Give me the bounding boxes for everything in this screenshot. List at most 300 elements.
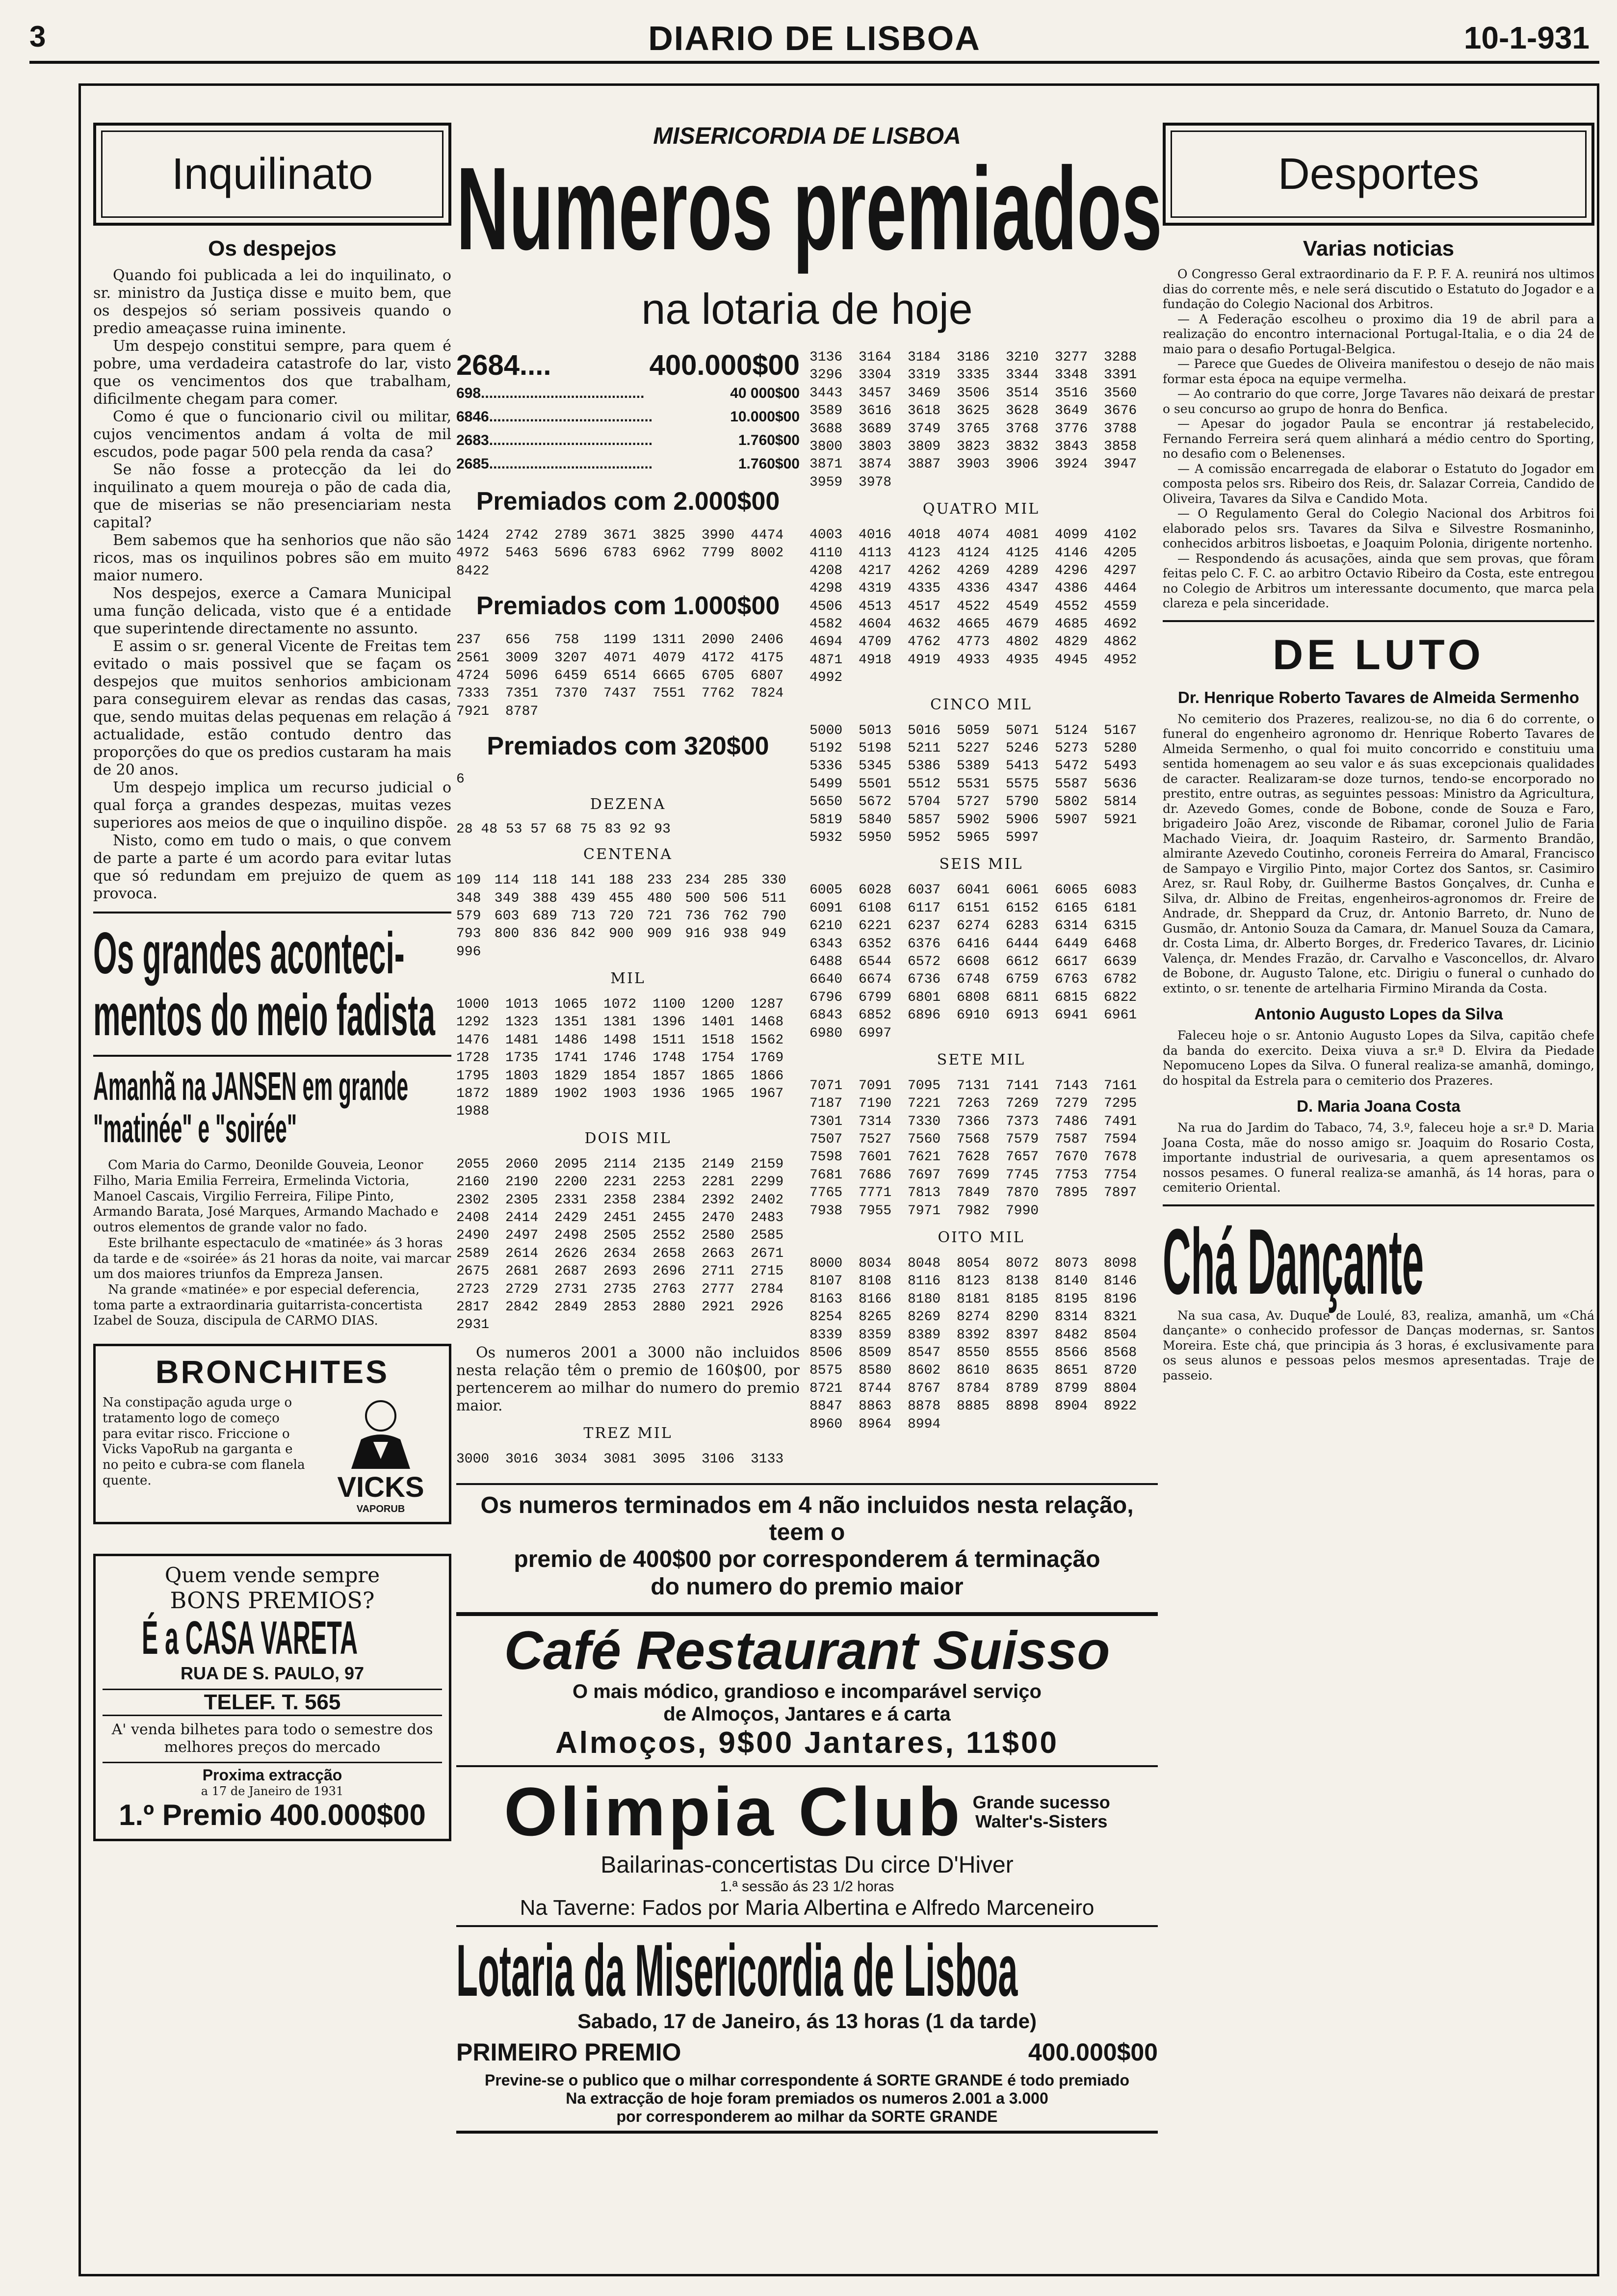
prize-number: 7699 <box>957 1167 990 1183</box>
paragraph: — A Federação escolheu o proximo dia 19 de abril para a realização do encontro internacional Portugal-Italia, e o dia 24 de maio para o desafio Portugal-Belgica. <box>1163 312 1594 356</box>
prize-number: 5211 <box>908 741 941 757</box>
obituary-name: Dr. Henrique Roberto Tavares de Almeida Sermenho <box>1178 688 1579 706</box>
prize-number: 2693 <box>603 1264 637 1279</box>
prize-number: 713 <box>571 908 596 924</box>
prize-number: 7895 <box>1055 1185 1088 1201</box>
prize-number: 8804 <box>1104 1381 1137 1396</box>
prize-number: 6639 <box>1104 954 1137 969</box>
prize-number: 2763 <box>652 1281 686 1297</box>
prize-row: 6846........................................ 10.000$00 <box>456 409 800 425</box>
prize-number: 4319 <box>859 581 892 597</box>
prize-number: 4123 <box>908 545 941 561</box>
prize-number: 5000 <box>809 723 843 738</box>
obituary-text: Na rua do Jardim do Tabaco, 74, 3.º, faleceu hoje a sr.ª D. Maria Joana Costa, mãe do nosso amigo sr. Joaquim do Rosario Costa, importante industrial de ourivesaria, a quem apresentamos os nossos pesames. O funeral realiza-se amanhã, ás 14 horas, para o cemiterio Oriental. <box>1163 1121 1594 1195</box>
prize-number: 3843 <box>1055 439 1088 454</box>
prize-number: 2055 <box>456 1156 490 1172</box>
prize-number: 4205 <box>1104 545 1137 561</box>
prize-number: 8789 <box>1006 1381 1039 1396</box>
bronchites-text: Na constipação aguda urge o tratamento logo de começo para evitar risco. Friccione o Vicks VapoRub na garganta e no peito e cubra-se com flanela quente. <box>103 1395 305 1488</box>
prize-number: 6808 <box>957 990 990 1005</box>
prize-number: 1396 <box>652 1015 686 1030</box>
prize-number: 2626 <box>554 1246 588 1261</box>
prize-number: 1518 <box>702 1032 735 1048</box>
paragraph: — O Regulamento Geral do Colegio Nacional dos Arbitros foi elaborado pelos srs. Tavares da Silva e Silvestre Rosmaninho, conhecidos arbitros lisboetas, e Joaquim Polonia, dirigente nortenho. <box>1163 506 1594 550</box>
prize-number: 5906 <box>1006 812 1039 828</box>
prize-number: 7982 <box>957 1203 990 1219</box>
prize-number: 8847 <box>809 1399 843 1414</box>
prizes-column-a: 2684.... 400.000$00 698........................................ 40 000$00 6846........................................ 10.000$00 2683........................................ 1.760$00 2685........................................ 1.760$00 Premiados com 2.000$00 1424 2742 2789 3671 3825 3990 4474 4972 5463 5696 6783 6962 7799 8002 8422 Premiados com 1.000$00 237 656 758 1199 1311 2090 2406 2561 3009 3207 4071 4079 4172 4175 4724 5096 6459 6514 6665 6705 6807 7333 7351 7370 7437 7551 7762 7824 7921 8787 Premiados com 320$00 6 DEZENA 28 48 53 57 68 75 83 92 93 CENTENA 109 114 118 141 188 233 234 285 330 348 349 388 439 455 480 500 506 511 579 603 689 713 720 721 736 762 790 793 800 836 842 900 909 916 938 949 996 MIL 1000 1013 1065 1072 1100 1200 1287 1292 1323 1351 1381 1396 1401 1468 1476 1481 1486 1498 1511 1518 1562 1728 1735 1741 1746 1748 1754 1769 1795 1803 1829 1854 1857 1865 1866 1872 1889 1902 1903 1936 1965 1967 1988 DOIS MIL 2055 2060 2095 2114 2135 2149 2159 2160 2190 2200 2231 2253 2281 2299 2302 2305 2331 2358 2384 2392 2402 2408 2414 2429 2451 2455 2470 2483 2490 2497 2498 2505 2552 2580 2585 2589 2614 2626 2634 2658 2663 2671 2675 2681 2687 2693 2696 2711 2715 2723 2729 2731 2735 2763 2777 2784 2817 2842 2849 2853 2880 2921 2926 2931 Os numeros 2001 a 3000 não incluidos nesta relação têm o premio de 160$00, por pertencerem ao milhar do numero do premio maior. TREZ MIL 3000 3016 3034 3081 3095 3106 3133 <box>456 349 800 1468</box>
prize-number: 2281 <box>702 1174 735 1190</box>
prize-number: 2114 <box>603 1156 637 1172</box>
prize-number: 118 <box>532 873 557 888</box>
prize-number: 6782 <box>1104 972 1137 988</box>
prize-number: 6314 <box>1055 918 1088 934</box>
prize-number: 1902 <box>554 1086 588 1102</box>
prize-number: 2402 <box>751 1192 784 1208</box>
prize-number: 8389 <box>908 1327 941 1343</box>
paragraph: Quando foi publicada a lei do inquilinato, o sr. ministro da Justiça disse e muito bem, que os despejos só seriam possiveis quando o predio ameaçasse ruina iminente. <box>93 267 451 337</box>
prize-list <box>456 631 800 721</box>
prize-number: 3095 <box>652 1451 686 1467</box>
prize-number: 8547 <box>908 1345 941 1360</box>
prize-number: 5413 <box>1006 758 1039 774</box>
prize-number: 4175 <box>751 650 784 666</box>
prize-number: 7762 <box>702 686 735 702</box>
prize-number: 5246 <box>1006 741 1039 757</box>
prize-number: 3348 <box>1055 367 1088 383</box>
prize-number: 5192 <box>809 741 843 757</box>
prize-number: 5636 <box>1104 776 1137 792</box>
prize-number: 1865 <box>702 1068 735 1084</box>
prize-number: 8721 <box>809 1381 843 1396</box>
prize-number: 8964 <box>859 1416 892 1432</box>
prize-number: 8422 <box>456 563 490 579</box>
prize-number: 2789 <box>554 528 588 543</box>
prize-number: 7594 <box>1104 1132 1137 1148</box>
prize-number: 3457 <box>859 385 892 401</box>
prize-number: 6801 <box>908 990 941 1005</box>
prize-number: 7095 <box>908 1078 941 1094</box>
prize-number: 2853 <box>603 1299 637 1315</box>
prize-number: 5227 <box>957 741 990 757</box>
prize-number: 7370 <box>554 686 588 702</box>
prize-number: 349 <box>494 890 520 906</box>
bronchites-title: BRONCHITES <box>155 1354 390 1390</box>
prize-number: 109 <box>456 873 481 888</box>
mil-list <box>456 996 800 1121</box>
prize-number: 6759 <box>1006 972 1039 988</box>
prize-number: 7587 <box>1055 1132 1088 1148</box>
prize-number: 4918 <box>859 652 892 668</box>
fado-body: Este brilhante espectaculo de «matinée» ás 3 horas da tarde e de «soirée» ás 21 horas da noite, vai marcar um dos maiores triunfos da Empreza Jansen. <box>93 1235 451 1282</box>
prize-number: 1468 <box>751 1015 784 1030</box>
right-column <box>1163 93 1594 1383</box>
prize-number: 2470 <box>702 1210 735 1226</box>
prize-number: 5965 <box>957 830 990 845</box>
prize-number: 4604 <box>859 617 892 632</box>
prize-number: 6941 <box>1055 1008 1088 1023</box>
prize-number: 7813 <box>908 1185 941 1201</box>
prize-number: 3749 <box>908 421 941 437</box>
prize-number: 8550 <box>957 1345 990 1360</box>
prize-number: 3514 <box>1006 385 1039 401</box>
prize-number: 4298 <box>809 581 843 597</box>
prize-number: 3335 <box>957 367 990 383</box>
prize-number: 8181 <box>957 1291 990 1307</box>
prize-number: 3589 <box>809 403 843 419</box>
prize-number: 5790 <box>1006 794 1039 810</box>
prize-number: 4829 <box>1055 634 1088 650</box>
prize-number: 1748 <box>652 1050 686 1066</box>
prize-number: 2784 <box>751 1281 784 1297</box>
tres-mil-list <box>456 1451 800 1468</box>
prize-number: 8163 <box>809 1291 843 1307</box>
prize-number: 5727 <box>957 794 990 810</box>
dezena-list: 28 48 53 57 68 75 83 92 93 <box>456 822 671 837</box>
prize-number: 3560 <box>1104 385 1137 401</box>
de-luto-heading: DE LUTO <box>1273 631 1485 678</box>
prize-number: 4464 <box>1104 581 1137 597</box>
thousand-note: Os numeros 2001 a 3000 não incluidos nesta relação têm o premio de 160$00, por pertencerem ao milhar do numero do premio maior. <box>456 1344 800 1414</box>
prize-number: 8254 <box>809 1309 843 1325</box>
prize-number: 506 <box>723 890 748 906</box>
prize-number: 6037 <box>908 883 941 898</box>
prize-number: 7366 <box>957 1114 990 1129</box>
prize-number: 6796 <box>809 990 843 1005</box>
prize-number: 3304 <box>859 367 892 383</box>
obituary-name: Antonio Augusto Lopes da Silva <box>1254 1005 1503 1023</box>
prize-number: 8651 <box>1055 1363 1088 1379</box>
prize-number: 579 <box>456 908 481 924</box>
paragraph: Nos despejos, exerce a Camara Municipal uma função delicada, visto que é a entidade que superintende directamente no assunto. <box>93 585 451 637</box>
prize-number: 4071 <box>603 650 637 666</box>
prize-number: 2663 <box>702 1246 735 1261</box>
prize-number: 6210 <box>809 918 843 934</box>
prize-number: 3443 <box>809 385 843 401</box>
prize-number: 4919 <box>908 652 941 668</box>
prize-number: 7799 <box>702 546 735 561</box>
prize-number: 6843 <box>809 1008 843 1023</box>
prize-number: 8744 <box>859 1381 892 1396</box>
prize-number: 6117 <box>908 900 941 916</box>
prize-number: 6315 <box>1104 918 1137 934</box>
main-headline: Numeros premiados <box>456 143 1162 274</box>
prize-number: 996 <box>456 944 481 960</box>
prize-number: 5016 <box>908 723 941 738</box>
prize-number: 5071 <box>1006 723 1039 738</box>
prize-number: 2200 <box>554 1174 588 1190</box>
prize-number: 5704 <box>908 794 941 810</box>
prize-number: 2723 <box>456 1281 490 1297</box>
prize-number: 8784 <box>957 1381 990 1396</box>
prize-number: 5857 <box>908 812 941 828</box>
prize-number: 6343 <box>809 936 843 952</box>
prize-number: 2231 <box>603 1174 637 1190</box>
prize-number: 6822 <box>1104 990 1137 1005</box>
prize-number: 916 <box>685 926 710 942</box>
obituary-text: No cemiterio dos Prazeres, realizou-se, no dia 6 do corrente, o funeral do engenheiro agronomo dr. Henrique Roberto Tavares de Almeida Sermenho, o qual foi muito concorrido e constituiu uma sentida homenagem ao seu valor e ás suas excepcionais qualidades de caracter. Realizaram-se doze turnos, tendo-se encorporado no prestito, entre outras, as seguintes pessoas: Ministro da Agricultura, dr. Azevedo Gomes, conde de Bobone, conde de Souza e Faro, brigadeiro João Arez, visconde de Ribamar, coronel Julio de Faria Machado Vieira, dr. Joaquim Rasteiro, dr. Sarmento Brandão, almirante Azevedo Coutinho, coroneis Ferreira do Amaral, Francisco de Sampayo e Virgilio Pinto, major Cortez dos Santos, sr. Casimiro Arez, sr. Raul Roby, dr. Guilherme Bastos Gonçalves, dr. Cunha e Silva, dr. Albino de Freitas, engenheiros-agronomos dr. Freire de Andrade, dr. Sheppard da Cruz, dr. Antonio Barreto, dr. Nuno de Gusmão, dr. Antonio Souza da Camara, dr. Manuel Souza da Camara, dr. Costa Lima, dr. Alberto Borges, dr. Frederico Tavares, dr. Licinio Valença, dr. Mendes Frazão, dr. Carvalho e Vasconcellos, dr. Alvaro de Bobone, dr. Augusto Talone, etc. Dirigiu o funeral o cunhado do extinto, o sr. tenente de artelharia Firmino Miranda da Costa. <box>1163 711 1594 995</box>
prize-number: 8555 <box>1006 1345 1039 1360</box>
prize-number: 5696 <box>554 546 588 561</box>
prize-number: 6665 <box>652 668 686 683</box>
prize-number: 8568 <box>1104 1345 1137 1360</box>
prize-number: 4289 <box>1006 563 1039 578</box>
prize-number: 7221 <box>908 1096 941 1112</box>
prize-number: 1311 <box>652 632 686 648</box>
prize-number: 8767 <box>908 1381 941 1396</box>
prize-number: 3009 <box>505 650 539 666</box>
prize-number: 8108 <box>859 1274 892 1289</box>
prize-number: 5499 <box>809 776 843 792</box>
prize-number: 8123 <box>957 1274 990 1289</box>
paragraph: — Ao contrario do que corre, Jorge Tavares não deixará de prestar o seu concurso ao grupo de honra do Benfica. <box>1163 387 1594 416</box>
prize-number: 2392 <box>702 1192 735 1208</box>
prize-number: 6815 <box>1055 990 1088 1005</box>
prize-number: 4102 <box>1104 527 1137 543</box>
prize-number: 7301 <box>809 1114 843 1129</box>
prize-number: 836 <box>532 926 557 942</box>
prize-number: 3903 <box>957 457 990 472</box>
prize-number: 6608 <box>957 954 990 969</box>
prize-number: 5997 <box>1006 830 1039 845</box>
prize-number: 4146 <box>1055 545 1088 561</box>
prize-number: 7849 <box>957 1185 990 1201</box>
prize-number: 4474 <box>751 528 784 543</box>
prize-number: 6449 <box>1055 936 1088 952</box>
prize-number: 7190 <box>859 1096 892 1112</box>
prize-number: 7560 <box>908 1132 941 1148</box>
prize-number: 1013 <box>505 997 539 1013</box>
prize-number: 2490 <box>456 1228 490 1244</box>
prize-number: 5124 <box>1055 723 1088 738</box>
prize-number: 3618 <box>908 403 941 419</box>
prize-number: 3874 <box>859 457 892 472</box>
prize-number: 5950 <box>859 830 892 845</box>
prize-number: 5907 <box>1055 812 1088 828</box>
newspaper-name: DIARIO DE LISBOA <box>648 19 981 57</box>
prize-number: 1735 <box>505 1050 539 1066</box>
prize-number: 7657 <box>1006 1149 1039 1165</box>
prize-number: 4016 <box>859 527 892 543</box>
prize-number: 2589 <box>456 1246 490 1261</box>
prize-number: 7351 <box>505 686 539 702</box>
prize-number: 8506 <box>809 1345 843 1360</box>
prize-number: 3319 <box>908 367 941 383</box>
prize-number: 3034 <box>554 1451 588 1467</box>
prize-number: 1351 <box>554 1015 588 1030</box>
prize-number: 1287 <box>751 997 784 1013</box>
prize-number: 1803 <box>505 1068 539 1084</box>
prize-number: 4679 <box>1006 617 1039 632</box>
prize-number: 6005 <box>809 883 843 898</box>
prize-number: 7771 <box>859 1185 892 1201</box>
prize-number: 2384 <box>652 1192 686 1208</box>
prize-number: 1936 <box>652 1086 686 1102</box>
prize-number: 237 <box>456 632 481 648</box>
prize-number: 842 <box>571 926 596 942</box>
prize-number: 4018 <box>908 527 941 543</box>
prize-number: 3978 <box>859 474 892 490</box>
prize-number: 5921 <box>1104 812 1137 828</box>
prize-number: 8566 <box>1055 1345 1088 1360</box>
prize-number: 2406 <box>751 632 784 648</box>
prize-number: 3628 <box>1006 403 1039 419</box>
casa-vareta-ad: Quem vende sempre BONS PREMIOS? É a CASA VARETA RUA DE S. PAULO, 97 TELEF. T. 565 A' venda bilhetes para todo o semestre dos melhores preços do mercado Proxima extracção a 17 de Janeiro de 1931 1.º Premio 400.000$00 <box>93 1554 451 1841</box>
prize-number: 8314 <box>1055 1309 1088 1325</box>
prize-number: 3858 <box>1104 439 1137 454</box>
prize-number: 4549 <box>1006 599 1039 614</box>
paragraph: — A comissão encarregada de elaborar o Estatuto do Jogador em composta pelos srs. Ribeiro dos Reis, dr. Salazar Correia, Candido de Oliveira, Tavares da Silva e Candido Mota. <box>1163 461 1595 506</box>
prize-number: 793 <box>456 926 481 942</box>
prize-number: 3825 <box>652 528 686 543</box>
prize-number: 3136 <box>809 350 843 365</box>
vicks-logo: VICKS VAPORUB <box>319 1395 442 1515</box>
prize-number: 6763 <box>1055 972 1088 988</box>
prize-number: 4208 <box>809 563 843 578</box>
prize-number: 2842 <box>505 1299 539 1315</box>
prize-number: 4513 <box>859 599 892 614</box>
prize-number: 1967 <box>751 1086 784 1102</box>
prize-number: 7745 <box>1006 1167 1039 1183</box>
prize-number: 7765 <box>809 1185 843 1201</box>
paragraph: Um despejo constitui sempre, para quem é pobre, uma verdadeira catastrofe do lar, visto que os vencimentos dos que trabalham, dificilmente chegam para comer. <box>93 338 451 408</box>
prize-number: 938 <box>723 926 748 942</box>
misericordia-title: MISERICORDIA DE LISBOA <box>653 123 961 149</box>
prize-number: 3871 <box>809 457 843 472</box>
prize-number: 4802 <box>1006 634 1039 650</box>
prize-number: 4110 <box>809 545 843 561</box>
prize-number: 6468 <box>1104 936 1137 952</box>
prize-number: 6221 <box>859 918 892 934</box>
prize-number: 4952 <box>1104 652 1137 668</box>
prize-number: 3016 <box>505 1451 539 1467</box>
prize-number: 8116 <box>908 1274 941 1289</box>
prize-number: 4335 <box>908 581 941 597</box>
prize-number: 3947 <box>1104 457 1137 472</box>
prize-number: 909 <box>647 926 672 942</box>
prize-number: 7486 <box>1055 1114 1088 1129</box>
prize-number: 4862 <box>1104 634 1137 650</box>
prize-number: 8898 <box>1006 1399 1039 1414</box>
prize-number: 8146 <box>1104 1274 1137 1289</box>
prize-number: 8885 <box>957 1399 990 1414</box>
prize-number: 4081 <box>1006 527 1039 543</box>
prize-number: 1200 <box>702 997 735 1013</box>
prize-number: 5512 <box>908 776 941 792</box>
prize-number: 8073 <box>1055 1256 1088 1272</box>
prize-number: 7131 <box>957 1078 990 1094</box>
prize-number: 6352 <box>859 936 892 952</box>
prize-number: 7491 <box>1104 1114 1137 1129</box>
prize-number: 1065 <box>554 997 588 1013</box>
prize-number: 285 <box>723 873 748 888</box>
prize-number: 4125 <box>1006 545 1039 561</box>
prize-number: 2135 <box>652 1156 686 1172</box>
prize-number: 6980 <box>809 1025 843 1041</box>
prize-number: 1857 <box>652 1068 686 1084</box>
prize-number: 1795 <box>456 1068 490 1084</box>
prize-number: 8339 <box>809 1327 843 1343</box>
prize-heading: Premiados com 1.000$00 <box>476 592 780 621</box>
prize-number: 2552 <box>652 1228 686 1244</box>
prize-number: 5932 <box>809 830 843 845</box>
prize-number: 6514 <box>603 668 637 683</box>
page-number: 3 <box>29 20 46 53</box>
prize-number: 2731 <box>554 1281 588 1297</box>
prize-number: 7161 <box>1104 1078 1137 1094</box>
prize-number: 8863 <box>859 1399 892 1414</box>
prize-number: 3887 <box>908 457 941 472</box>
prize-number: 7990 <box>1006 1203 1039 1219</box>
obituary-text: Faleceu hoje o sr. Antonio Augusto Lopes da Silva, capitão chefe da banda do exercito. Deixa viuva a sr.ª D. Elvira da Piedade Nepomuceno Lopes da Silva. O funeral realiza-se amanhã, domingo, do hospital da Estrela para o cemiterio dos Prazeres. <box>1163 1028 1594 1088</box>
prize-number: 8635 <box>1006 1363 1039 1379</box>
prize-number: 5386 <box>908 758 941 774</box>
prize-number: 762 <box>723 908 748 924</box>
prize-number: 8054 <box>957 1256 990 1272</box>
prize-number: 6807 <box>751 668 784 683</box>
prize-number: 4945 <box>1055 652 1088 668</box>
prize-number: 8000 <box>809 1256 843 1272</box>
bronchites-ad <box>93 1344 451 1524</box>
prize-number: 3106 <box>702 1451 735 1467</box>
prize-number: 2817 <box>456 1299 490 1315</box>
prize-number: 2505 <box>603 1228 637 1244</box>
prize-number: 8185 <box>1006 1291 1039 1307</box>
prize-row: 698........................................ 40 000$00 <box>456 385 800 401</box>
prize-number: 8960 <box>809 1416 843 1432</box>
prize-number: 3296 <box>809 367 843 383</box>
prize-number: 330 <box>761 873 786 888</box>
inquilinato-header: Inquilinato <box>93 123 451 226</box>
prize-number: 2090 <box>702 632 735 648</box>
prize-number: 6181 <box>1104 900 1137 916</box>
paragraph: Nisto, como em tudo o mais, o que convem de parte a parte é um acordo para evitar lutas que só redundam em prejuizo de quem as provoca. <box>93 832 451 902</box>
prize-number: 5531 <box>957 776 990 792</box>
prize-number: 689 <box>532 908 557 924</box>
prize-number: 7568 <box>957 1132 990 1148</box>
prize-number: 4517 <box>908 599 941 614</box>
prize-number: 2497 <box>505 1228 539 1244</box>
prize-number: 6274 <box>957 918 990 934</box>
prize-number: 1562 <box>751 1032 784 1048</box>
prize-number: 6962 <box>652 546 686 561</box>
fado-subhead: Amanhã na JANSEN em grande <box>93 1064 409 1109</box>
prize-number: 7601 <box>859 1149 892 1165</box>
prize-number: 3776 <box>1055 421 1088 437</box>
prize-number: 7628 <box>957 1149 990 1165</box>
prize-number: 4099 <box>1055 527 1088 543</box>
prize-number: 4552 <box>1055 599 1088 614</box>
prize-number: 5575 <box>1006 776 1039 792</box>
prize-number: 1481 <box>505 1032 539 1048</box>
prize-number: 4709 <box>859 634 892 650</box>
prize-number: 8392 <box>957 1327 990 1343</box>
prize-number: 8138 <box>1006 1274 1039 1289</box>
prize-number: 8878 <box>908 1399 941 1414</box>
prize-number: 3344 <box>1006 367 1039 383</box>
middle-column <box>456 93 1162 2134</box>
article-body <box>93 267 451 903</box>
prize-number: 6617 <box>1055 954 1088 969</box>
prize-number: 4506 <box>809 599 843 614</box>
prize-number: 3210 <box>1006 350 1039 365</box>
prize-number: 3391 <box>1104 367 1137 383</box>
prize-number: 6283 <box>1006 918 1039 934</box>
prize-number: 7686 <box>859 1167 892 1183</box>
prize-number: 2451 <box>603 1210 637 1226</box>
prize-number: 2696 <box>652 1264 686 1279</box>
sete-mil-list <box>809 1077 1153 1220</box>
